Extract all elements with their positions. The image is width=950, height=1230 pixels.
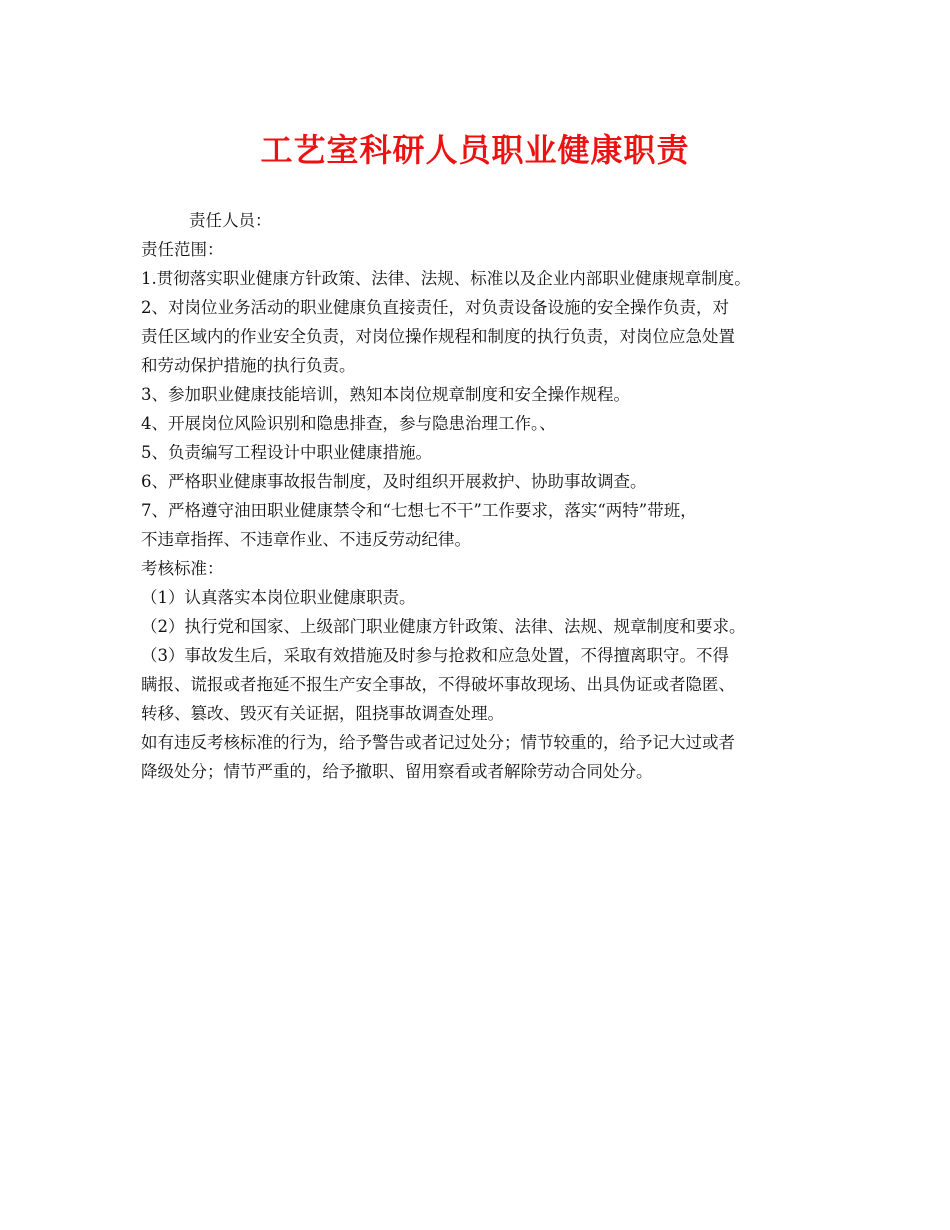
responsible-person-line: 责任人员： (189, 211, 272, 230)
assessment-item-3-line-1: （3）事故发生后，采取有效措施及时参与抢救和应急处置，不得擅离职守。不得 (141, 646, 729, 665)
scope-item-7-line-1: 7、严格遵守油田职业健康禁令和“七想七不干”工作要求，落实“两特”带班， (141, 501, 697, 520)
scope-item-4: 4、开展岗位风险识别和隐患排查，参与隐患治理工作。、 (141, 414, 556, 433)
scope-heading: 责任范围： (141, 240, 224, 259)
document-title: 工艺室科研人员职业健康职责 (260, 131, 690, 169)
scope-item-2-line-2: 责任区域内的作业安全负责，对岗位操作规程和制度的执行负责，对岗位应急处置 (141, 327, 735, 346)
scope-item-6: 6、严格职业健康事故报告制度，及时组织开展救护、协助事故调查。 (141, 472, 647, 491)
assessment-heading: 考核标准： (141, 559, 224, 578)
scope-item-1: 1.贯彻落实职业健康方针政策、法律、法规、标准以及企业内部职业健康规章制度。 (141, 269, 751, 288)
assessment-item-1: （1）认真落实本岗位职业健康职责。 (141, 588, 416, 607)
document-body (141, 206, 841, 786)
scope-item-7-line-2: 不违章指挥、不违章作业、不违反劳动纪律。 (141, 530, 471, 549)
penalty-line-2: 降级处分；情节严重的，给予撤职、留用察看或者解除劳动合同处分。 (141, 762, 653, 781)
assessment-item-3-line-3: 转移、篡改、毁灭有关证据，阻挠事故调查处理。 (141, 704, 504, 723)
penalty-line-1: 如有违反考核标准的行为，给予警告或者记过处分；情节较重的，给予记大过或者 (141, 733, 735, 752)
assessment-item-3-line-2: 瞒报、谎报或者拖延不报生产安全事故，不得破坏事故现场、出具伪证或者隐匿、 (141, 675, 735, 694)
scope-item-2-line-3: 和劳动保护措施的执行负责。 (141, 356, 356, 375)
scope-item-2-line-1: 2、对岗位业务活动的职业健康负直接责任，对负责设备设施的安全操作负责，对 (141, 298, 729, 317)
scope-item-3: 3、参加职业健康技能培训，熟知本岗位规章制度和安全操作规程。 (141, 385, 630, 404)
assessment-item-2: （2）执行党和国家、上级部门职业健康方针政策、法律、法规、规章制度和要求。 (141, 617, 746, 636)
scope-item-5: 5、负责编写工程设计中职业健康措施。 (141, 443, 432, 462)
